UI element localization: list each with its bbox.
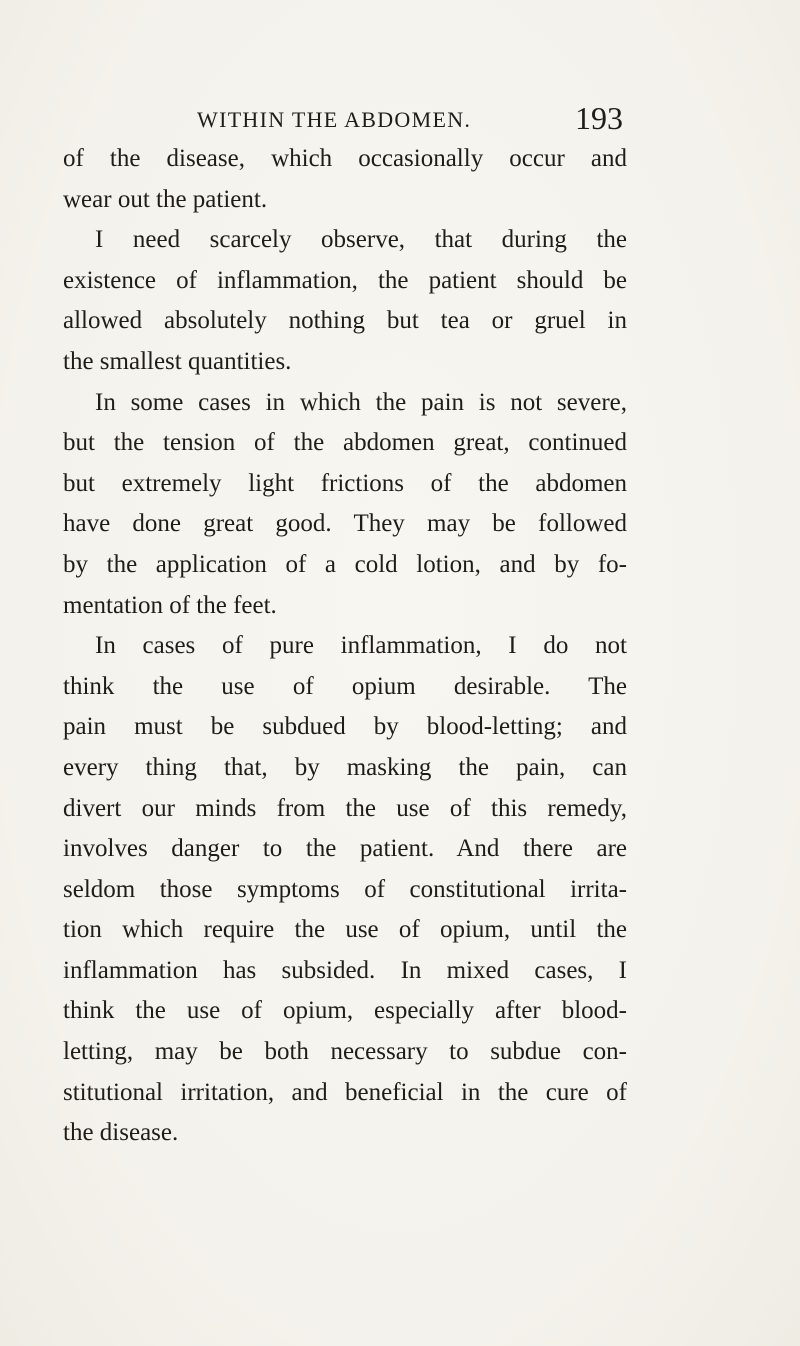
text-line: think the use of opium, especially after blood-	[63, 997, 627, 1025]
running-title: WITHIN THE ABDOMEN.	[197, 107, 472, 132]
text-line: letting, may be both necessary to subdue con-	[63, 1038, 627, 1066]
text-line: involves danger to the patient. And there are	[63, 835, 627, 863]
text-line: seldom those symptoms of constitutional irrita-	[63, 875, 627, 903]
text-line: In cases of pure inflammation, I do not	[95, 632, 627, 660]
text-line: by the application of a cold lotion, and by fo-	[63, 550, 627, 578]
running-head	[197, 100, 623, 140]
text-line: think the use of opium desirable. The	[63, 672, 627, 700]
text-line: tion which require the use of opium, until the	[63, 916, 627, 944]
text-line: the disease.	[63, 1119, 179, 1147]
text-line: divert our minds from the use of this remedy,	[63, 794, 627, 822]
text-line: wear out the patient.	[63, 185, 268, 213]
text-line: In some cases in which the pain is not severe,	[95, 388, 627, 416]
text-line: have done great good. They may be followed	[63, 510, 627, 538]
text-line: stitutional irritation, and beneficial in the cure of	[63, 1078, 627, 1106]
text-line: I need scarcely observe, that during the	[95, 226, 627, 254]
body-text	[63, 139, 627, 1154]
text-line: inflammation has subsided. In mixed cases, I	[63, 956, 627, 984]
text-line: the smallest quantities.	[63, 347, 292, 375]
text-line: every thing that, by masking the pain, can	[63, 753, 627, 781]
page-number: 193	[575, 100, 623, 136]
text-line: but the tension of the abdomen great, continued	[63, 429, 627, 457]
text-line: existence of inflammation, the patient should be	[63, 266, 627, 294]
text-line: mentation of the feet.	[63, 591, 277, 619]
text-line: but extremely light frictions of the abdomen	[63, 469, 627, 497]
text-line: pain must be subdued by blood-letting; and	[63, 713, 627, 741]
text-line: of the disease, which occasionally occur and	[63, 145, 627, 172]
text-line: allowed absolutely nothing but tea or gruel in	[63, 307, 627, 335]
